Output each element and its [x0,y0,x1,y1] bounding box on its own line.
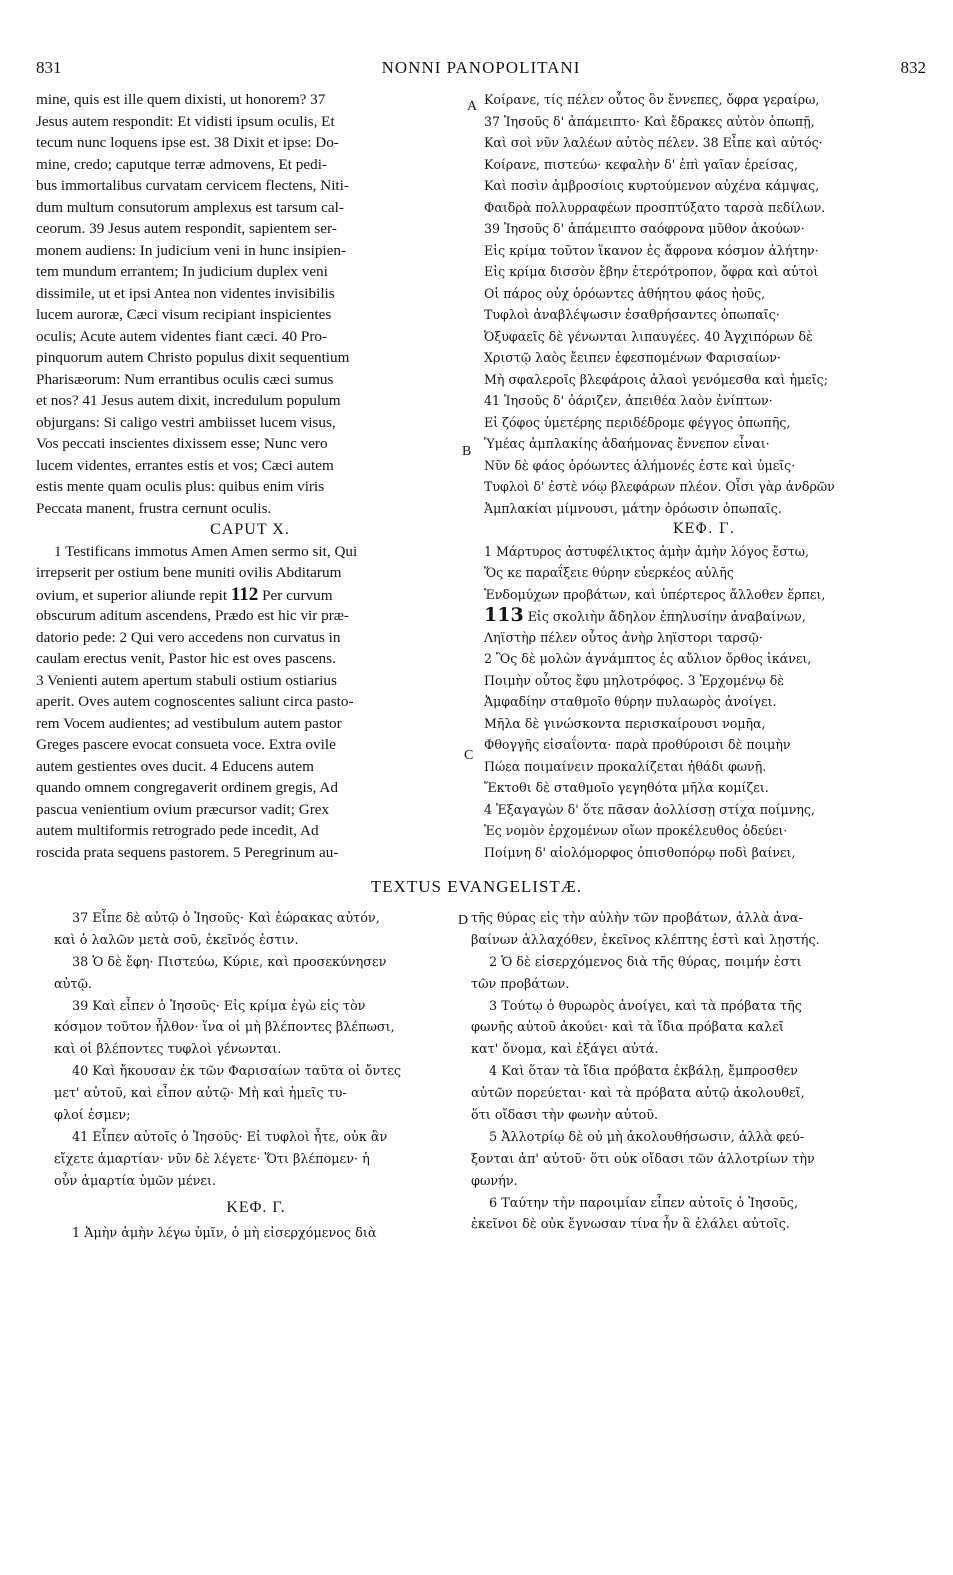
greek-poem-column [484,89,924,864]
greek-line: Εἰ ζόφος ὑμετέρης περιδέδρομε φέγγος ὀπωπῆς, [484,414,791,430]
page-number-left: 831 [36,58,62,77]
latin-lines-part-2b [36,605,464,864]
latin-line: lucem auroræ, Cæci visum recipiant inspicientes [36,306,332,323]
latin-line: Vos peccati inscientes dixissem esse; Nunc vero [36,435,328,452]
latin-line-text: ovium, et superior aliunde repit [36,586,228,604]
latin-line: Jesus autem respondit: Et vidisti ipsum oculis, Et [36,112,335,130]
latin-line: pascua venientium ovium præcursor vadit; Grex [36,800,330,818]
gospel-line: κόσμον τοῦτον ἦλθον· ἵνα οἱ μὴ βλέποντες βλέπωσι, [54,1020,395,1036]
greek-line: Καὶ ποσὶν ἀμβροσίοις κυρτούμενον αὐχένα κάμψας, [484,178,820,193]
latin-line: datorio pede: 2 Qui vero accedens non curvatus in [36,628,341,646]
gospel-line: 38 Ὁ δὲ ἔφη· Πιστεύω, Κύριε, καὶ προσεκύνησεν [72,954,387,970]
latin-lines-part-2a [36,541,464,584]
gospel-line: τῶν προβάτων. [471,976,570,992]
latin-line: 3 Venienti autem apertum stabuli ostium ostiarius [36,671,337,689]
greek-line: 4 Ἐξαγαγὼν δ' ὅτε πᾶσαν ἀολλίσσῃ στίχα ποίμνης, [484,801,815,817]
greek-line: Ὀξυφαεῖς δὲ γένωνται λιπαυγέες. 40 Ἀγχιπόρων δὲ [484,328,813,344]
gospel-line: βαίνων ἀλλαχόθεν, ἐκεῖνος κλέπτης ἐστὶ καὶ λῃστής. [471,932,820,948]
latin-line: autem multiformis retrogrado pede incedit, Ad [36,822,319,839]
gospel-line: αὐτῶν πορεύεται· καὶ τὰ πρόβατα αὐτῷ ἀκολουθεῖ, [471,1086,805,1102]
gospel-line: αὐτῷ. [54,976,93,992]
gospel-line: 37 Εἶπε δὲ αὐτῷ ὁ Ἰησοῦς· Καὶ ἑώρακας αὐτόν, [72,911,380,926]
latin-line: aperit. Oves autem cognoscentes saliunt circa pasto- [36,693,354,710]
latin-page-marker: 112 [230,583,259,605]
gospel-line: φωνήν. [471,1173,518,1189]
latin-line: dissimile, ut et ipsi Antea non videntes invisibilis [36,284,335,302]
gospel-line: εἴχετε ἁμαρτίαν· νῦν δὲ λέγετε· Ὅτι βλέπομεν· ἡ [54,1151,370,1167]
latin-line: autem gestientes oves ducit. 4 Educens autem [36,757,314,775]
gospel-line: 6 Ταύτην τὴν παροιμίαν εἶπεν αὐτοῖς ὁ Ἰησοῦς, [489,1195,799,1211]
page-number-right: 832 [900,58,926,77]
greek-line: Πώεα ποιμαίνειν προκαλίζεται ἠθάδι φωνῇ. [484,758,767,774]
latin-line: 1 Testificans immotus Amen Amen sermo sit, Qui [54,542,358,560]
gospel-line: 4 Καὶ ὅταν τὰ ἴδια πρόβατα ἐκβάλῃ, ἔμπροσθεν [489,1064,798,1080]
latin-line: mine, quis est ille quem dixisti, ut honorem? 37 [36,91,326,108]
latin-line: mine, credo; caputque terræ admovens, Et pedi- [36,155,327,173]
gospel-right-lines [471,908,925,1236]
latin-line: ceorum. 39 Jesus autem respondit, sapientem ser- [36,220,337,237]
gospel-text-left-column [54,908,458,1468]
gospel-line: ὅτι οἴδασι τὴν φωνὴν αὐτοῦ. [471,1108,659,1124]
latin-line: tem mundum errantem; In judicium duplex veni [36,263,328,280]
greek-line: 2 Ὃς δὲ μολὼν ἀγνάμπτος ἐς αὔλιον ὄρθος ἱκάνει, [484,651,812,666]
latin-line: objurgans: Si caligo vestri ambiisset lucem visus, [36,413,336,431]
greek-line [484,863,924,864]
greek-line: Νῦν δὲ φάος ὁρόωντες ἀλήμονές ἐστε καὶ ὑμεῖς· [484,457,796,473]
greek-line-tail: Εἰς σκολιὴν ἄδηλον ἐπηλυσίην ἀναβαίνων, [527,609,806,624]
latin-line: estis mente quam oculis plus: quibus enim viris [36,478,325,495]
greek-line: Ποιμὴν οὗτος ἔφυ μηλοτρόφος. 3 Ἐρχομένῳ δὲ [484,672,785,688]
gospel-line: τῆς θύρας εἰς τὴν αὐλὴν τῶν προβάτων, ἀλλὰ ἀνα- [471,911,803,926]
latin-line-with-number [36,584,464,606]
latin-line: Peccata manent, frustra cernunt oculis. [36,499,272,517]
gospel-line: 39 Καὶ εἶπεν ὁ Ἰησοῦς· Εἰς κρίμα ἐγὼ εἰς τὸν [72,998,366,1014]
latin-line: tecum nunc loquens ipse est. 38 Dixit et ipse: Do- [36,134,339,151]
greek-line: Κοίρανε, πιστεύω· κεφαλὴν δ' ἐπὶ γαῖαν ἐρείσας, [484,156,799,172]
gospel-line: 41 Εἶπεν αὐτοῖς ὁ Ἰησοῦς· Εἰ τυφλοὶ ἦτε, οὐκ ἂν [72,1129,388,1145]
latin-lines-part-1 [36,89,464,519]
kef-heading: ΚΕΦ. Γ. [672,521,736,537]
gospel-line: 2 Ὁ δὲ εἰσερχόμενος διὰ τῆς θύρας, ποιμήν ἐστι [489,954,802,970]
greek-lines-part-2a [484,541,924,606]
gospel-line: 40 Καὶ ἤκουσαν ἐκ τῶν Φαρισαίων ταῦτα οἱ ὄντες [72,1064,402,1080]
latin-line: pinquorum autem Christo populus dixit sequentium [36,349,350,366]
running-title: NONNI PANOPOLITANI [381,58,581,77]
greek-line: Εἰς κρίμα δισσὸν ἔβην ἑτερότροπον, ὄφρα καὶ αὐτοὶ [484,264,819,279]
gospel-left-lines [54,908,458,1193]
greek-page-marker: 113 [484,605,524,626]
greek-line: Ἀμπλακίαι μίμνουσι, μάτην ὁρόωσιν ὀπωπαῖς. [484,500,782,516]
greek-line: Ληϊστὴρ πέλεν οὗτος ἀνὴρ ληϊστορι ταρσῷ· [484,629,763,645]
greek-line: 41 Ἰησοῦς δ' ὀάριζεν, ἀπειθέα λαὸν ἐνίπτων· [484,393,773,408]
caput-heading: CAPUT X. [210,521,290,538]
latin-line: lucem videntes, errantes estis et vos; Cæci autem [36,456,334,474]
gospel-line: καὶ ὁ λαλῶν μετὰ σοῦ, ἐκεῖνός ἐστιν. [54,932,299,948]
margin-mark-b: B [462,444,472,459]
greek-line: Μὴ σφαλεροῖς βλεφάροις ἀλαοὶ γενόμεσθα καὶ ἡμεῖς; [484,371,828,387]
greek-lines-part-2b [484,627,924,865]
latin-line: rem Vocem audientes; ad vestibulum autem pastor [36,714,342,732]
latin-line: bus immortalibus curvatam cervicem flectens, Niti- [36,177,349,194]
greek-line: Ἐς νομὸν ἐρχομένων οἴων προκέλευθος ὁδεύει· [484,823,788,838]
latin-line: monem audiens: In judicium veni in hunc insipien- [36,241,347,259]
latin-line: et nos? 41 Jesus autem dixit, incredulum populum [36,392,341,409]
gospel-kef-heading: ΚΕΦ. Γ. [226,1198,286,1216]
gospel-line: ξονται ἀπ' αὐτοῦ· ὅτι οὐκ οἴδασι τῶν ἀλλοτρίων τὴν [471,1151,815,1167]
greek-line: Φθογγῆς εἰσαΐοντα· παρὰ προθύροισι δὲ ποιμὴν [484,737,791,752]
gospel-line: καὶ οἱ βλέποντες τυφλοὶ γένωνται. [54,1042,282,1058]
greek-line: 37 Ἰησοῦς δ' ἀπάμειπτο· Καὶ ἔδρακες αὐτὸν ὀπωπῇ, [484,113,815,129]
margin-mark-a: A [467,99,478,114]
greek-lines-part-1 [484,89,924,519]
latin-line: caulam erectus venit, Pastor hic est oves pascens. [36,650,336,667]
greek-line: Καὶ σοὶ νῦν λαλέων αὐτὸς πέλεν. 38 Εἶπε καὶ αὐτός· [484,135,823,150]
latin-line: obscurum aditum ascendens, Prædo est hic vir præ- [36,607,349,624]
gospel-line: μετ' αὐτοῦ, καὶ εἶπον αὐτῷ· Μὴ καὶ ἡμεῖς τυ- [54,1086,347,1102]
gospel-line: φωνῆς αὐτοῦ ἀκούει· καὶ τὰ ἴδια πρόβατα καλεῖ [471,1020,784,1036]
margin-mark-c: C [464,748,474,763]
gospel-line: 1 Ἀμὴν ἀμὴν λέγω ὑμῖν, ὁ μὴ εἰσερχόμενος διὰ [72,1225,377,1241]
latin-line-tail: Per curvum [262,586,333,604]
gospel-text-right-column [471,908,925,1328]
page-header [36,58,926,84]
latin-line [36,863,464,864]
greek-line: 1 Μάρτυρος ἀστυφέλικτος ἀμὴν ἀμὴν λόγος ἔστω, [484,543,810,559]
latin-line: irrepserit per ostium bene muniti ovilis Abditarum [36,564,342,581]
greek-line: Οἱ πάρος οὐχ ὁρόωντες ἀθήητου φάος ἠοῦς, [484,285,766,301]
gospel-line: οὖν ἁμαρτία ὑμῶν μένει. [54,1173,217,1189]
gospel-line: 3 Τούτῳ ὁ θυρωρὸς ἀνοίγει, καὶ τὰ πρόβατα τῆς [489,998,802,1014]
textus-evangelistae-heading: TEXTUS EVANGELISTÆ. [370,877,583,896]
latin-translation-column [36,89,464,864]
gospel-line: κατ' ὄνομα, καὶ ἐξάγει αὐτά. [471,1042,659,1058]
greek-line: Ἐνδομύχων προβάτων, καὶ ὑπέρτερος ἄλλοθεν ἕρπει, [484,586,826,602]
greek-line: Κοίρανε, τίς πέλεν οὗτος ὃν ἔννεπες, ὄφρα γεραίρω, [484,92,820,107]
greek-line-with-number [484,605,924,627]
greek-line: Χριστῷ λαὸς ἔειπεν ἐφεσπομένων Φαρισαίων· [484,350,781,365]
greek-line: Ἀμφαδίην σταθμοῖο θύρην πυλαωρὸς ἀνοίγει. [484,694,777,709]
latin-line: Greges pascere evocat consueta voce. Extra ovile [36,736,336,753]
gospel-line: 5 Ἀλλοτρίῳ δὲ οὐ μὴ ἀκολουθήσωσιν, ἀλλὰ φεύ- [489,1129,805,1145]
greek-line: Φαιδρὰ πολλυρραφέων προσπτύξατο ταρσὰ πεδίλων. [484,199,826,215]
gospel-left-lines-b [54,1223,458,1245]
latin-line: roscida prata sequens pastorem. 5 Peregrinum au- [36,843,339,861]
greek-line: Μῆλα δὲ γινώσκοντα περισκαίρουσι νομῆα, [484,715,766,731]
greek-line: 39 Ἰησοῦς δ' ἀπάμειπτο σαόφρονα μῦθον ἀκούων· [484,221,805,236]
margin-mark-d: D [458,913,469,928]
greek-line: Τυφλοὶ ἀναβλέψωσιν ἐσαθρήσαντες ὀπωπαῖς· [484,307,780,322]
greek-line: Ποίμνη δ' αἰολόμορφος ὀπισθοπόρῳ ποδὶ βαίνει, [484,844,796,860]
latin-line: quando omnem congregaverit ordinem gregis, Ad [36,779,338,796]
greek-line: Ὑμέας ἀμπλακίης ἀδαήμονας ἔννεπον εἶναι· [484,436,770,451]
greek-line: Εἰς κρίμα τοῦτον ἵκανον ἐς ἄφρονα κόσμον ἀλήτην· [484,242,819,258]
greek-line: Τυφλοὶ δ' ἐστὲ νόῳ βλεφάρων πλέον. Οἷσι γὰρ ἀνδρῶν [484,479,835,494]
greek-line: Ὅς κε παραΐξειε θύρην εὐερκέος αὐλῆς [484,565,734,580]
gospel-line: ἐκεῖνοι δὲ οὐκ ἔγνωσαν τίνα ἦν ἃ ἐλάλει αὐτοῖς. [471,1217,790,1233]
latin-line: dum multum consutorum amplexus est tarsum cal- [36,198,344,216]
gospel-line: φλοί ἐσμεν; [54,1108,131,1124]
latin-line: Pharisæorum: Num errantibus oculis cæci sumus [36,370,334,388]
greek-line: Ἔκτοθι δὲ σταθμοῖο γεγηθότα μῆλα κομίζει. [484,780,769,795]
latin-line: oculis; Acute autem videntes fiant cæci. 40 Pro- [36,327,328,345]
